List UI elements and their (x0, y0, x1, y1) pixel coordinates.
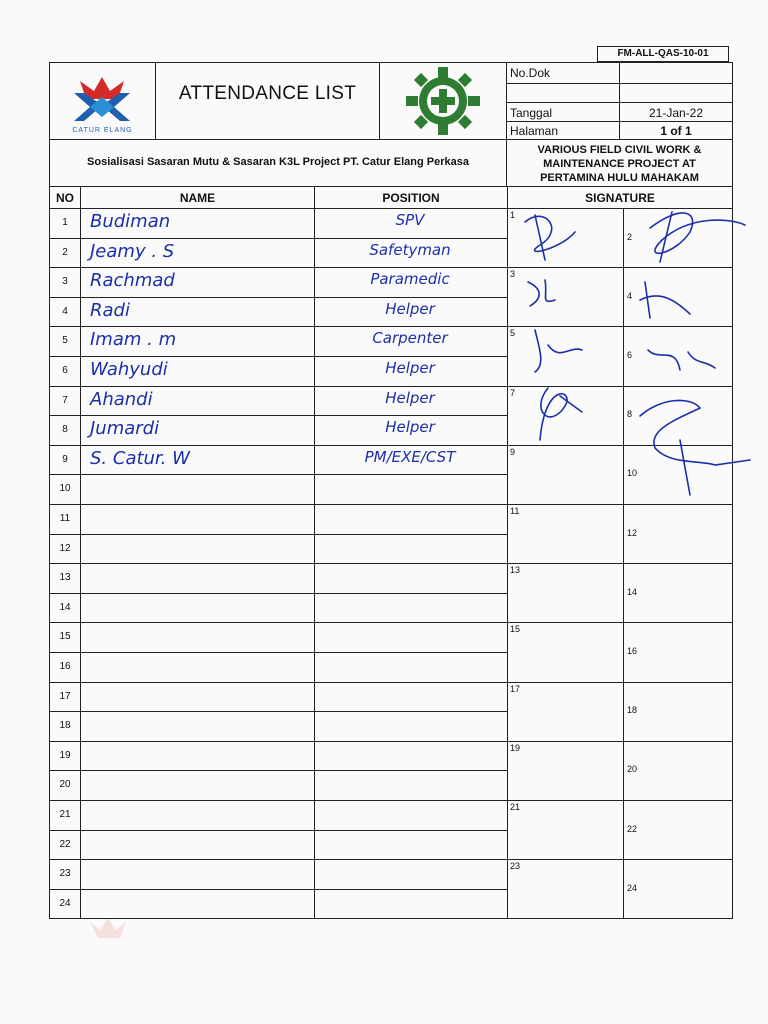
row-position-cell[interactable] (314, 830, 508, 861)
subtitle-cell (49, 139, 507, 187)
row-name-cell[interactable] (80, 711, 315, 742)
row-number: 8 (62, 424, 68, 436)
handwritten-position: Carpenter (372, 329, 448, 348)
row-position-cell[interactable] (314, 474, 508, 505)
row-name-cell[interactable] (80, 622, 315, 653)
row-number: 5 (62, 335, 68, 347)
handwritten-position: Helper (385, 299, 435, 318)
handwritten-name: Ahandi (90, 388, 153, 410)
handwritten-position: Helper (385, 418, 435, 437)
col-header-position: POSITION (382, 191, 440, 205)
row-number: 12 (59, 542, 71, 554)
project-cell (506, 139, 733, 187)
signature-slot-even[interactable] (623, 504, 733, 564)
row-name-cell[interactable] (80, 563, 315, 594)
signature-slot-even[interactable] (623, 326, 733, 386)
signature-slot-number: 12 (627, 527, 638, 538)
row-number: 21 (59, 809, 71, 820)
halaman-label: Halaman (510, 124, 559, 138)
row-number: 4 (62, 305, 68, 317)
signature-slot-number: 23 (510, 861, 521, 872)
project-line-1: VARIOUS FIELD CIVIL WORK & (537, 144, 702, 156)
row-number: 1 (62, 217, 68, 228)
signature-slot-number: 3 (510, 269, 516, 280)
project-line-2: MAINTENANCE PROJECT AT (543, 158, 696, 170)
signature-slot-odd[interactable] (507, 741, 624, 801)
tanggal-label-cell (506, 102, 620, 122)
signature-slot-number: 20 (627, 764, 638, 775)
row-number: 16 (59, 661, 71, 672)
row-number: 11 (59, 513, 71, 524)
signature-slot-number: 7 (510, 387, 516, 398)
row-number: 24 (59, 897, 71, 909)
signature-slot-even[interactable] (623, 267, 733, 327)
row-number: 18 (59, 720, 71, 732)
signature-slot-odd[interactable] (507, 622, 624, 682)
signature-slot-odd[interactable] (507, 445, 624, 505)
row-number: 17 (59, 690, 71, 702)
signature-slot-number: 14 (627, 586, 638, 597)
signature-slot-even[interactable] (623, 859, 733, 919)
row-position-cell[interactable] (314, 711, 508, 742)
row-name-cell[interactable] (80, 800, 315, 831)
project-line-3: PERTAMINA HULU MAHAKAM (540, 172, 699, 184)
no-dok-label-cell (506, 62, 620, 84)
row-name-cell[interactable] (80, 770, 315, 801)
signature-slot-number: 5 (510, 328, 516, 339)
row-number: 3 (62, 276, 68, 288)
no-dok-value-cell (619, 62, 733, 84)
handwritten-name: Imam . m (90, 329, 177, 351)
row-number: 10 (59, 483, 71, 495)
safety-gear-icon (380, 63, 506, 139)
blank-cell (619, 83, 733, 103)
row-number: 2 (62, 246, 68, 258)
signature-slot-number: 6 (627, 350, 633, 360)
tanggal-value-cell (619, 102, 733, 122)
signature-slot-odd[interactable] (507, 504, 624, 564)
bleed-through-logo (80, 912, 140, 952)
signature-slot-number: 19 (510, 742, 521, 753)
signature-slot-number: 15 (510, 624, 521, 635)
row-name-cell[interactable] (80, 593, 315, 624)
signature-slot-number: 18 (627, 705, 638, 716)
signature-slot-even[interactable] (623, 386, 733, 446)
title-cell (155, 62, 380, 140)
row-number: 22 (59, 838, 71, 850)
page-title: ATTENDANCE LIST (178, 83, 357, 104)
row-number: 9 (62, 453, 68, 465)
row-number: 7 (62, 394, 68, 406)
signature-slot-number: 4 (627, 290, 633, 301)
signature-slot-number: 13 (510, 565, 521, 576)
handwritten-position: Helper (385, 359, 435, 377)
signature-slot-number: 8 (627, 409, 633, 420)
signature-slot-number: 11 (510, 506, 520, 516)
row-name-cell[interactable] (80, 741, 315, 772)
row-number: 15 (59, 631, 71, 643)
signature-slot-even[interactable] (623, 445, 733, 505)
handwritten-name: S. Catur. W (90, 447, 190, 469)
signature-slot-number: 1 (510, 210, 516, 220)
signature-slot-number: 17 (510, 683, 521, 694)
halaman-value-cell (619, 121, 733, 140)
handwritten-name: Radi (90, 299, 130, 321)
row-position-cell[interactable] (314, 889, 508, 920)
blank-cell (506, 83, 620, 103)
row-name-cell[interactable] (80, 474, 315, 505)
row-position-cell[interactable] (314, 622, 508, 653)
signature-slot-odd[interactable] (507, 386, 624, 446)
handwritten-position: PM/EXE/CST (364, 447, 456, 466)
row-position-cell[interactable] (314, 593, 508, 624)
row-name-cell[interactable] (80, 504, 315, 535)
handwritten-position: SPV (395, 211, 425, 229)
handwritten-name: Jeamy . S (90, 240, 175, 262)
signature-slot-even[interactable] (623, 208, 733, 268)
signature-slot-even[interactable] (623, 800, 733, 860)
row-name-cell[interactable] (80, 652, 315, 683)
row-number: 19 (59, 749, 71, 761)
tanggal-label: Tanggal (510, 106, 553, 120)
signature-slot-number: 10 (627, 468, 638, 479)
logo-cell (49, 62, 156, 140)
row-name-cell[interactable] (80, 859, 315, 890)
row-position-cell[interactable] (314, 741, 508, 772)
halaman-value: 1 of 1 (660, 124, 692, 138)
row-position-cell[interactable] (314, 534, 508, 565)
row-name-cell[interactable] (80, 534, 315, 565)
handwritten-name: Rachmad (90, 270, 175, 292)
signature-slot-number: 2 (627, 231, 633, 242)
row-number: 13 (59, 572, 71, 584)
handwritten-position: Safetyman (369, 240, 451, 259)
signature-slot-even[interactable] (623, 563, 733, 623)
col-header-no: NO (56, 191, 74, 205)
col-header-signature: SIGNATURE (585, 191, 655, 205)
form-code: FM-ALL-QAS-10-01 (597, 46, 729, 62)
signature-slot-odd[interactable] (507, 563, 624, 623)
subtitle: Sosialisasi Sasaran Mutu & Sasaran K3L Project PT. Catur Elang Perkasa (87, 156, 469, 168)
halaman-label-cell (506, 121, 620, 140)
signature-slot-number: 22 (627, 823, 638, 834)
handwritten-position: Helper (385, 388, 435, 407)
row-name-cell[interactable] (80, 830, 315, 861)
row-name-cell[interactable] (80, 682, 315, 713)
handwritten-position: Paramedic (370, 270, 450, 289)
tanggal-value: 21-Jan-22 (648, 106, 704, 120)
row-position-cell[interactable] (314, 504, 508, 535)
logo-caption: CATUR ELANG (72, 127, 133, 134)
signature-slot-even[interactable] (623, 622, 733, 682)
row-position-cell[interactable] (314, 682, 508, 713)
row-position-cell[interactable] (314, 652, 508, 683)
signature-slot-even[interactable] (623, 682, 733, 742)
signature-slot-even[interactable] (623, 741, 733, 801)
signature-slot-odd[interactable] (507, 859, 624, 919)
row-position-cell[interactable] (314, 563, 508, 594)
row-number: 23 (59, 868, 71, 880)
signature-slot-odd[interactable] (507, 682, 624, 742)
signature-slot-odd[interactable] (507, 800, 624, 860)
row-position-cell[interactable] (314, 859, 508, 890)
col-header-name: NAME (179, 191, 216, 205)
signature-slot-odd[interactable] (507, 326, 624, 386)
row-number: 6 (62, 365, 68, 376)
handwritten-name: Jumardi (90, 418, 160, 440)
gear-cell (379, 62, 507, 140)
row-position-cell[interactable] (314, 800, 508, 831)
row-number: 20 (59, 779, 71, 791)
row-position-cell[interactable] (314, 770, 508, 801)
signature-slot-number: 21 (510, 802, 521, 812)
signature-slot-number: 16 (627, 646, 638, 656)
signature-slot-number: 9 (510, 446, 516, 457)
handwritten-name: Wahyudi (90, 359, 168, 380)
no-dok-label: No.Dok (510, 66, 551, 80)
handwritten-name: Budiman (90, 211, 171, 232)
row-number: 14 (59, 601, 71, 613)
signature-slot-odd[interactable] (507, 267, 624, 327)
signature-slot-number: 24 (627, 882, 638, 893)
signature-slot-odd[interactable] (507, 208, 624, 268)
